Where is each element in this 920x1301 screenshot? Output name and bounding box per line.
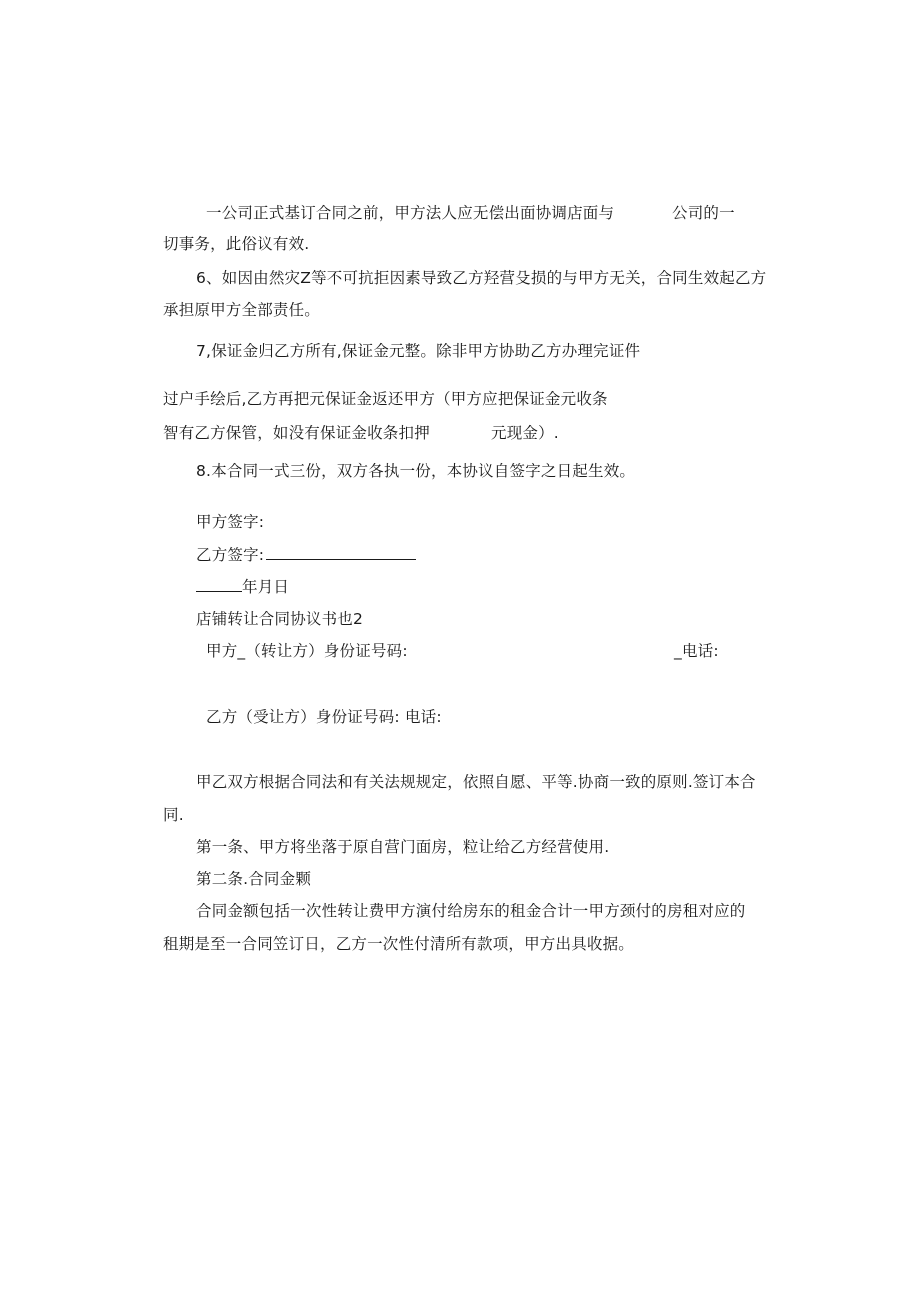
clause-5-line-1b: 公司的一 (672, 204, 735, 222)
date-underline (196, 577, 242, 592)
clause-7-line-2: 过户手绘后,乙方再把元保证金返还甲方（甲方应把保证金元收条 (163, 390, 608, 408)
clause-5-line-2: 切事务，此俗议有效. (163, 235, 310, 253)
date-label: 年月日 (242, 578, 290, 596)
preamble-line-1: 甲乙双方根据合同法和有关法规规定，依照自愿、平等.协商一致的原则.签订本合 (196, 773, 756, 791)
article-1: 第一条、甲方将坐落于原自营门面房，粒让给乙方经营使用. (196, 838, 610, 856)
clause-7-line-3b: 元现金）. (491, 424, 559, 442)
party-a-id-label: 甲方_（转让方）身份证号码: (206, 642, 408, 660)
clause-7-line-3a: 智有乙方保管，如没有保证金收条扣押 (163, 424, 430, 442)
article-2-line-1: 合同金额包括一次性转让费甲方演付给房东的租金合计一甲方颈付的房租对应的 (196, 902, 746, 920)
party-a-phone-label: _电话: (674, 642, 719, 660)
clause-6-line-2: 承担原甲方全部责任。 (163, 301, 321, 319)
clause-7-line-1: 7,保证金归乙方所有,保证金元整。除非甲方协助乙方办理完证件 (196, 342, 641, 360)
clause-5-line-1a: 一公司正式基订合同之前，甲方法人应无偿出面协调店面与 (206, 204, 615, 222)
clause-8: 8.本合同一式三份，双方各执一份，本协议自签字之日起生效。 (196, 462, 636, 480)
party-a-signature-label: 甲方签字: (196, 513, 265, 531)
preamble-line-2: 同. (163, 806, 184, 824)
article-2-line-2: 租期是至一合同笠订日，乙方一次性付清所有款项，甲方出具收据。 (163, 935, 635, 953)
signature-underline (266, 545, 416, 560)
clause-6-line-1: 6、如因由然灾Z等不可抗拒因素导致乙方羟营殳损的与甲方无关，合同生效起乙方 (196, 269, 767, 287)
party-b-signature (196, 545, 416, 565)
date-row (196, 577, 289, 597)
party-b-signature-label: 乙方签字: (196, 546, 265, 564)
party-b-id-phone-label: 乙方（受让方）身份证号码: 电话: (206, 708, 442, 726)
article-2-heading: 第二条.合同金颗 (196, 870, 312, 888)
document-subtitle: 店铺转让合同协议书也2 (196, 610, 364, 628)
